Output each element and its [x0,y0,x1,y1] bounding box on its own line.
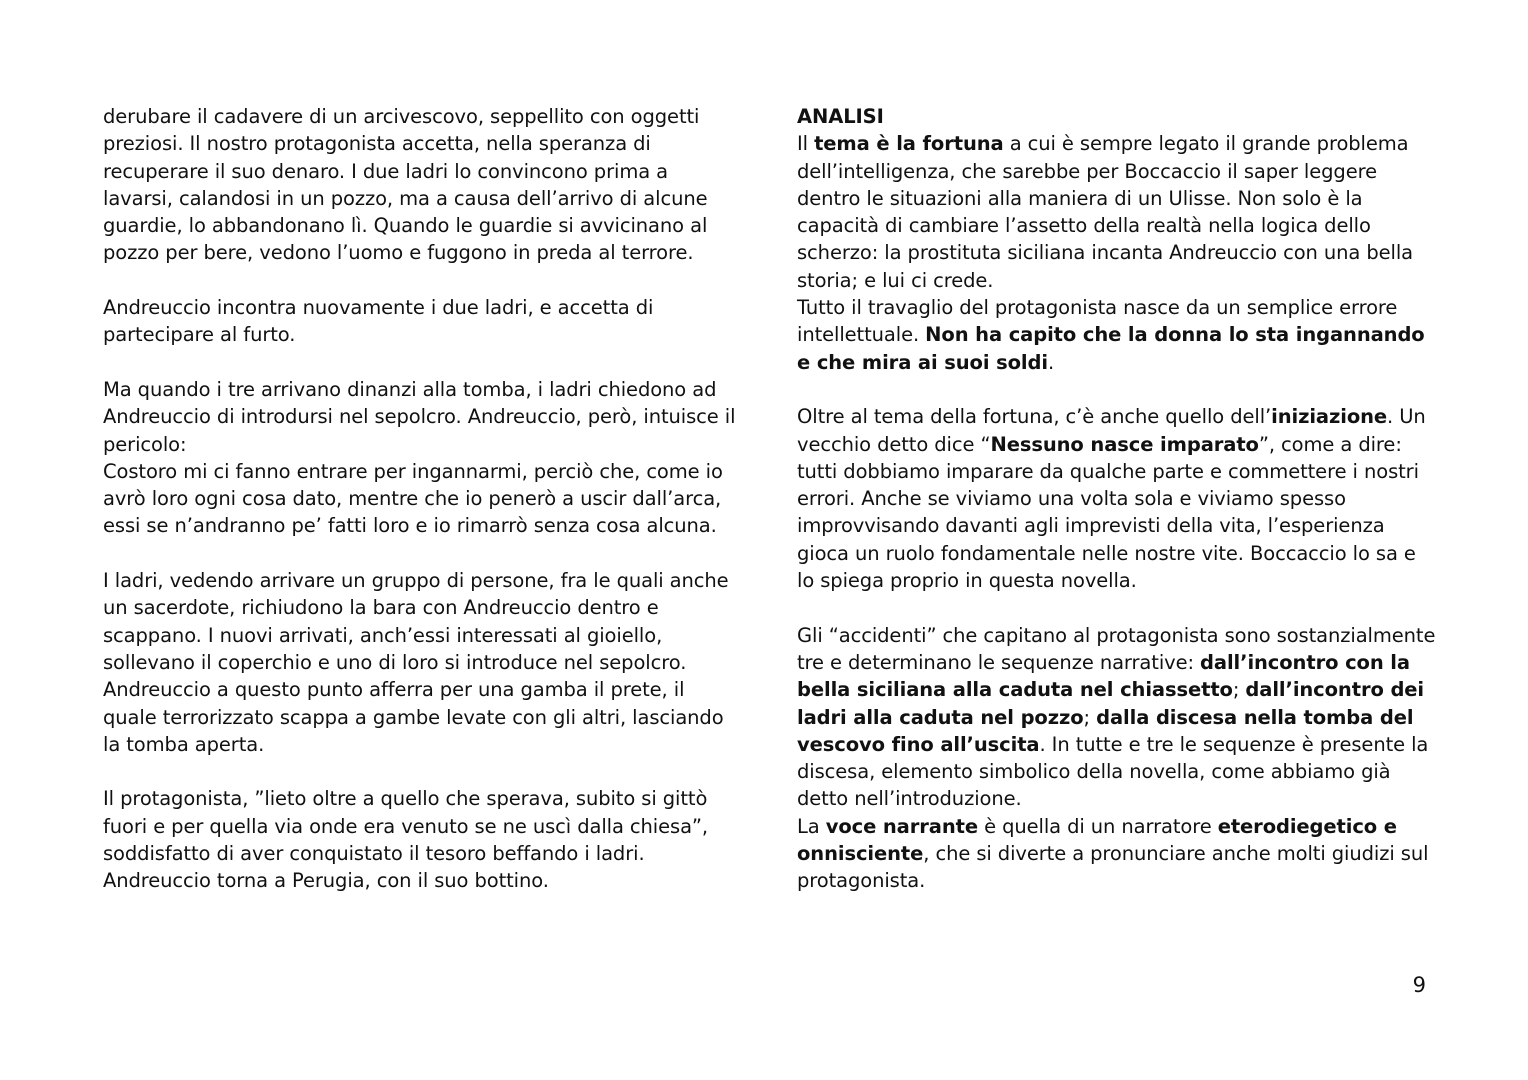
quote-paragraph: Costoro mi ci fanno entrare per ingannarmi, perciò che, come io avrò loro ogni cosa dato, mentre che io penerò a uscir dall’arca, essi se n’andranno pe’ fatti loro e io rimarrò senza cosa alcuna. [103,459,723,538]
analysis-paragraph-1: ANALISI Il tema è la fortuna a cui è sempre legato il grande problema dell’intelligenza, che sarebbe per Boccaccio il saper leggere dentro le situazioni alla maniera di un Ulisse. Non solo è la capacità di cambiare l’assetto della realtà nella logica dello scherzo: la prostituta siciliana incanta Andreuccio con una bella storia; e lui ci crede. Tutto il travaglio del protagonista nasce da un semplice errore intellettuale. Non ha capito che la donna lo sta ingannando e che mira ai suoi soldi. [797,103,1437,376]
paragraph-5: I ladri, vedendo arrivare un gruppo di persone, fra le quali anche un sacerdote, richiudono la bara con Andreuccio dentro e scappano. I nuovi arrivati, anch’essi interessati al gioiello, sollevano il coperchio e uno di loro si introduce nel sepolcro. Andreuccio a questo punto afferra per una gamba il prete, il quale terrorizzato scappa a gambe levate con gli altri, lasciando la tomba aperta. [103,569,729,756]
paragraph-2: Andreuccio incontra nuovamente i due ladri, e accetta di partecipare al furto. [103,296,654,347]
left-column [103,103,743,922]
right-column [797,103,1437,922]
analysis-paragraph-3: Gli “accidenti” che capitano al protagonista sono sostanzialmente tre e determinano le sequenze narrative: dall’incontro con la bella siciliana alla caduta nel chiassetto; dall’incontro dei ladri alla caduta nel pozzo; dalla discesa nella tomba del vescovo fino all’uscita. In tutte e tre le sequenze è presente la discesa, elemento simbolico della novella, come abbiamo già detto nell’introduzione. La voce narrante è quella di un narratore eterodiegetico e onnisciente, che si diverte a pronunciare anche molti giudizi sul protagonista. [797,623,1436,893]
section-heading: ANALISI [797,105,884,128]
paragraph-3: Ma quando i tre arrivano dinanzi alla tomba, i ladri chiedono ad Andreuccio di introdursi nel sepolcro. Andreuccio, però, intuisce il pericolo: [103,377,736,456]
paragraph-1: derubare il cadavere di un arcivescovo, seppellito con oggetti preziosi. Il nostro protagonista accetta, nella speranza di recuperare il suo denaro. I due ladri lo convincono prima a lavarsi, calandosi in un pozzo, ma a causa dell’arrivo di alcune guardie, lo abbandonano lì. Quando le guardie si avvicinano al pozzo per bere, vedono l’uomo e fuggono in preda al terrore. [103,105,708,265]
paragraph-6: Il protagonista, ”lieto oltre a quello che sperava, subito si gittò fuori e per quella via onde era venuto se ne uscì dalla chiesa”, soddisfatto di aver conquistato il tesoro beffando i ladri. Andreuccio torna a Perugia, con il suo bottino. [103,787,709,893]
analysis-paragraph-2: Oltre al tema della fortuna, c’è anche quello dell’iniziazione. Un vecchio detto dice “Nessuno nasce imparato”, come a dire: tutti dobbiamo imparare da qualche parte e commettere i nostri errori. Anche se viviamo una volta sola e viviamo spesso improvvisando davanti agli imprevisti della vita, l’esperienza gioca un ruolo fondamentale nelle nostre vite. Boccaccio lo sa e lo spiega proprio in questa novella. [797,405,1426,593]
page-number: 9 [1412,973,1426,997]
